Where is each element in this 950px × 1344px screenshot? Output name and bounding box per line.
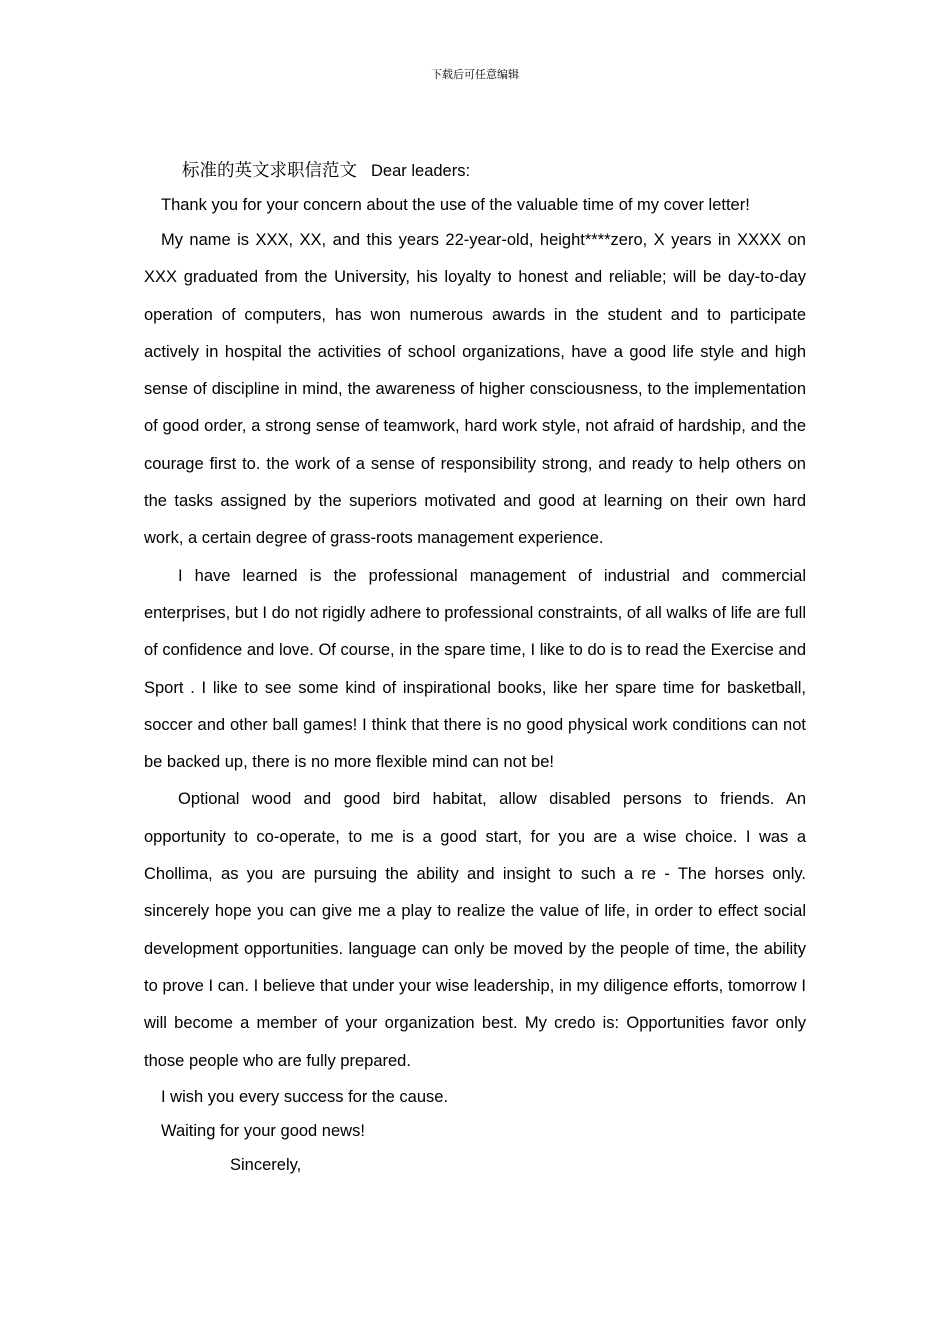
waiting-line: Waiting for your good news!	[161, 1121, 365, 1140]
paragraph-background: I have learned is the professional management of industrial and commercial enterprises, but I do not rigidly adhere to professional constraints, of all walks of life are full of confidence and love. Of course, in the spare time, I like to do is to read the Exercise and Sport . I like to see some kind of inspirational books, like her spare time for basketball, soccer and other ball games! I think that there is no good physical work conditions can not be backed up, there is no more flexible mind can not be!	[144, 566, 806, 772]
paragraph-intro: My name is XXX, XX, and this years 22-year-old, height****zero, X years in XXXX on XXX graduated from the University, his loyalty to honest and reliable; will be day-to-day operation of computers, has won numerous awards in the student and to participate actively in hospital the activities of school organizations, have a good life style and high sense of discipline in mind, the awareness of higher consciousness, to the implementation of good order, a strong sense of teamwork, hard work style, not afraid of hardship, and the courage first to. the work of a sense of responsibility strong, and ready to help others on the tasks assigned by the superiors motivated and good at learning on their own hard work, a certain degree of grass-roots management experience.	[144, 231, 806, 548]
letter-title: 标准的英文求职信范文	[182, 161, 357, 181]
page-header-note: 下载后可任意编辑	[431, 68, 519, 81]
thanks-line: Thank you for your concern about the use of the valuable time of my cover letter!	[161, 196, 750, 214]
wish-line: I wish you every success for the cause.	[161, 1087, 449, 1106]
title-line	[144, 154, 806, 188]
letter-body	[144, 154, 806, 1182]
closing: Sincerely,	[230, 1155, 302, 1174]
salutation: Dear leaders:	[371, 162, 471, 180]
paragraph-motivation: Optional wood and good bird habitat, allow disabled persons to friends. An opportunity to co-operate, to me is a good start, for you are a wise choice. I was a Chollima, as you are pursuing the ability and insight to such a re - The horses only. sincerely hope you can give me a play to realize the value of life, in order to effect social development opportunities. language can only be moved by the people of time, the ability to prove I can. I believe that under your wise leadership, in my diligence efforts, tomorrow I will become a member of your organization best. My credo is: Opportunities favor only those people who are fully prepared.	[144, 790, 806, 1070]
